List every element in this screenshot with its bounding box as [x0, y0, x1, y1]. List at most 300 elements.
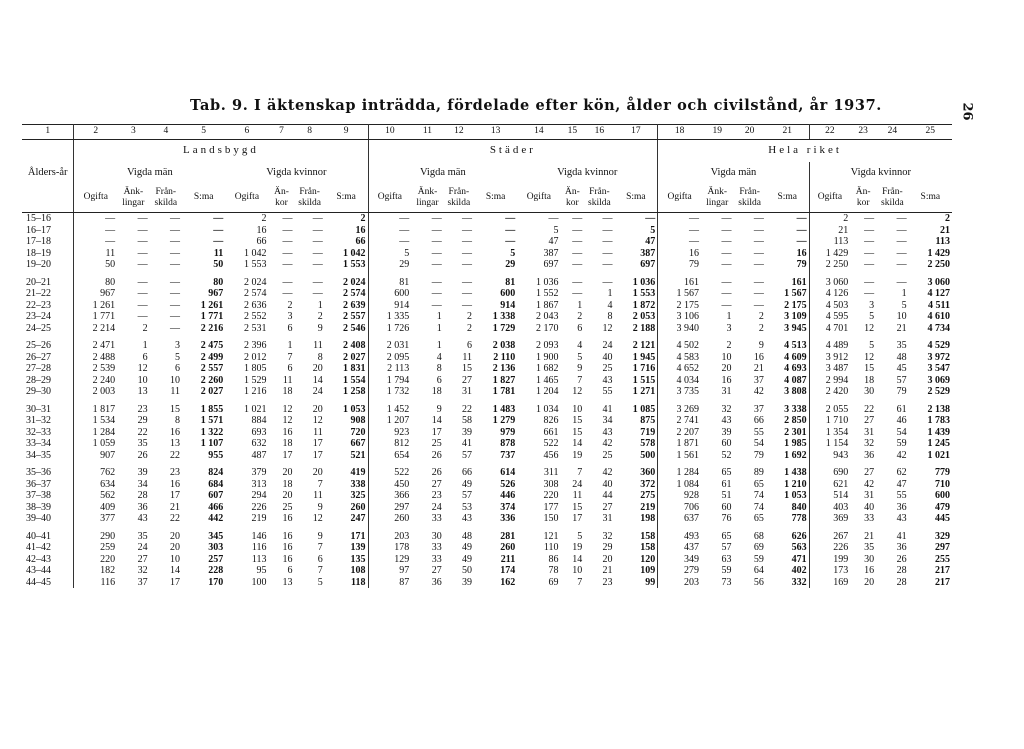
- colnum: 8: [294, 125, 324, 140]
- sum-cell: 710: [935, 478, 950, 490]
- value-cell: 27: [602, 501, 613, 513]
- sum-cell: 260: [500, 542, 516, 553]
- sum-cell: 878: [500, 438, 516, 449]
- franskilda-header: Från-skilda: [584, 184, 614, 213]
- value-cell: 42: [864, 478, 875, 490]
- value-cell: 27: [864, 415, 875, 426]
- sum-cell: 1 261: [200, 299, 224, 311]
- value-cell: 3: [726, 322, 732, 334]
- value-cell: 279: [684, 565, 699, 576]
- value-cell: 4 595: [825, 311, 849, 322]
- value-cell: 6: [287, 322, 293, 334]
- value-cell: 10: [170, 374, 181, 386]
- franskilda-header: Från-skilda: [876, 184, 908, 213]
- sum-cell: 2 110: [493, 351, 516, 363]
- value-cell: 34: [137, 478, 148, 490]
- value-cell: 19: [572, 449, 583, 461]
- sum-cell: 1 036: [615, 277, 658, 289]
- value-cell: 928: [684, 490, 699, 501]
- sum-cell: 442: [208, 513, 224, 524]
- value-cell: —: [572, 224, 583, 236]
- value-cell: 12: [602, 322, 613, 334]
- table-row: [22, 450, 952, 462]
- franskilda-header: Från-skilda: [733, 184, 765, 213]
- value-cell: 17: [312, 449, 323, 461]
- value-cell: 8: [436, 363, 442, 374]
- status-header-row: [22, 184, 952, 213]
- value-cell: 2 055: [825, 403, 849, 415]
- value-cell: 366: [394, 490, 410, 501]
- table-row: [22, 225, 952, 237]
- value-cell: 23: [137, 403, 148, 415]
- value-cell: —: [431, 299, 442, 311]
- value-cell: 562: [100, 490, 116, 501]
- sum-cell: 1 553: [325, 259, 368, 271]
- sum-cell: —: [766, 213, 809, 225]
- value-cell: 2 031: [386, 340, 410, 351]
- age-cell: 31–32: [22, 415, 74, 427]
- value-cell: 37: [753, 374, 764, 386]
- value-cell: 69: [548, 576, 559, 588]
- sum-cell: 521: [325, 450, 368, 462]
- sum-cell: —: [213, 213, 224, 224]
- age-cell: 29–30: [22, 386, 74, 398]
- value-cell: 15: [170, 403, 181, 415]
- sum-cell: 979: [500, 426, 516, 438]
- value-cell: 161: [684, 276, 699, 288]
- value-cell: 31: [721, 386, 732, 397]
- value-cell: 2: [758, 322, 764, 334]
- value-cell: 43: [721, 415, 732, 426]
- value-cell: 2: [758, 311, 764, 322]
- value-cell: 1: [436, 340, 442, 351]
- value-cell: 173: [833, 565, 849, 576]
- value-cell: 5: [317, 576, 323, 588]
- value-cell: 49: [461, 478, 472, 490]
- sum-cell: 914: [500, 299, 516, 311]
- sum-cell: 1 872: [615, 300, 658, 312]
- colnum: 18: [658, 125, 701, 140]
- value-cell: 2 636: [244, 299, 267, 311]
- value-cell: 522: [543, 438, 559, 449]
- sum-cell: 29: [505, 259, 516, 270]
- value-cell: 48: [896, 351, 907, 363]
- value-cell: 16: [689, 247, 699, 259]
- value-cell: 10: [721, 351, 732, 363]
- value-cell: 203: [684, 576, 699, 588]
- table-row: [22, 248, 952, 260]
- value-cell: —: [312, 224, 323, 236]
- age-cell: 23–24: [22, 311, 74, 323]
- value-cell: —: [461, 236, 472, 247]
- value-cell: 17: [170, 490, 181, 501]
- value-cell: —: [282, 213, 293, 224]
- colnum: 5: [182, 125, 225, 140]
- value-cell: 220: [100, 553, 116, 565]
- value-cell: 621: [833, 478, 849, 490]
- value-cell: 65: [753, 513, 764, 524]
- value-cell: 35: [864, 542, 875, 553]
- sum-cell: 174: [500, 565, 516, 576]
- value-cell: 28: [896, 565, 907, 576]
- value-cell: 20: [864, 576, 875, 588]
- sum-cell: 875: [615, 415, 658, 427]
- value-cell: 43: [602, 426, 613, 438]
- value-cell: 20: [282, 467, 293, 478]
- value-cell: 27: [431, 565, 442, 576]
- value-cell: 1 561: [676, 449, 699, 461]
- value-cell: —: [896, 276, 907, 288]
- value-cell: 2 207: [676, 426, 699, 438]
- sum-cell: 1 245: [927, 438, 950, 449]
- value-cell: 487: [251, 449, 267, 461]
- value-cell: 8: [175, 415, 181, 426]
- value-cell: 403: [833, 501, 849, 513]
- value-cell: 1 552: [535, 288, 559, 299]
- value-cell: 31: [461, 386, 472, 397]
- value-cell: 1 284: [92, 426, 116, 438]
- value-cell: 2 175: [676, 299, 699, 311]
- value-cell: 31: [864, 426, 875, 438]
- value-cell: 6: [287, 363, 293, 374]
- value-cell: 41: [896, 530, 907, 542]
- value-cell: 50: [461, 565, 472, 576]
- value-cell: 5: [577, 351, 583, 363]
- value-cell: —: [689, 224, 699, 236]
- sum-cell: 2 121: [615, 340, 658, 352]
- value-cell: —: [170, 276, 181, 288]
- value-cell: 129: [394, 553, 410, 565]
- value-cell: 59: [896, 438, 907, 449]
- value-cell: —: [282, 247, 293, 259]
- value-cell: 226: [833, 542, 849, 553]
- value-cell: 15: [572, 426, 583, 438]
- value-cell: 12: [137, 363, 148, 374]
- value-cell: 5: [869, 340, 875, 351]
- sum-cell: 2 557: [325, 311, 368, 323]
- value-cell: 22: [170, 449, 181, 461]
- value-cell: 2: [843, 213, 849, 224]
- value-cell: —: [572, 276, 583, 288]
- value-cell: 4: [577, 340, 583, 351]
- age-cell: 32–33: [22, 427, 74, 439]
- sum-cell: 332: [766, 577, 809, 589]
- value-cell: 10: [170, 553, 181, 565]
- sum-cell: 1 771: [200, 311, 224, 322]
- value-cell: 220: [543, 490, 559, 501]
- value-cell: 17: [572, 513, 583, 524]
- age-cell: 30–31: [22, 404, 74, 416]
- value-cell: 35: [137, 530, 148, 542]
- value-cell: 1 452: [386, 403, 410, 415]
- ogifta-header: Ogifta: [517, 184, 560, 213]
- colnum: 9: [325, 125, 368, 140]
- value-cell: 36: [896, 501, 907, 513]
- value-cell: 23: [431, 490, 442, 501]
- age-cell: 35–36: [22, 467, 74, 479]
- value-cell: 16: [864, 565, 875, 576]
- value-cell: —: [753, 247, 764, 259]
- value-cell: —: [431, 247, 442, 259]
- value-cell: 12: [572, 386, 583, 397]
- value-cell: 16: [282, 542, 293, 553]
- value-cell: 97: [399, 565, 410, 576]
- value-cell: 4 034: [676, 374, 699, 386]
- value-cell: 522: [394, 467, 410, 478]
- value-cell: 387: [543, 247, 559, 259]
- value-cell: —: [602, 213, 613, 224]
- value-cell: 113: [833, 236, 849, 247]
- value-cell: 1 867: [535, 299, 559, 311]
- table-row: [22, 375, 952, 387]
- value-cell: 14: [170, 565, 181, 576]
- sum-cell: 50: [213, 259, 224, 270]
- ankor-header: Än-kor: [269, 184, 295, 213]
- value-cell: 73: [721, 576, 732, 588]
- value-cell: 7: [287, 351, 293, 363]
- value-cell: —: [548, 213, 559, 224]
- value-cell: 11: [105, 247, 116, 259]
- value-cell: 349: [684, 553, 699, 565]
- sum-cell: 526: [500, 478, 516, 490]
- value-cell: 706: [684, 501, 699, 513]
- sum-cell: 387: [615, 248, 658, 260]
- value-cell: —: [864, 224, 875, 236]
- sum-cell: 120: [615, 554, 658, 566]
- value-cell: 11: [282, 374, 293, 386]
- value-cell: —: [753, 236, 764, 247]
- sum-cell: 2 027: [200, 386, 224, 397]
- sum-cell: 1 483: [492, 403, 516, 415]
- colnum: 15: [560, 125, 584, 140]
- value-cell: 47: [548, 236, 559, 247]
- value-cell: —: [312, 213, 323, 224]
- value-cell: 40: [602, 478, 613, 490]
- age-subheader: [22, 184, 74, 213]
- value-cell: 16: [170, 478, 181, 490]
- sum-cell: 2 557: [200, 363, 224, 374]
- value-cell: —: [753, 213, 764, 224]
- sum-cell: 1 279: [492, 415, 516, 426]
- value-cell: 50: [105, 259, 116, 270]
- value-cell: 61: [721, 478, 732, 490]
- sum-cell: 372: [615, 479, 658, 491]
- value-cell: 14: [431, 415, 442, 426]
- value-cell: 56: [753, 576, 764, 588]
- value-cell: 203: [394, 530, 410, 542]
- value-cell: 1 284: [676, 467, 699, 478]
- vigda-kvinnor-header: Vigda kvinnor: [225, 162, 368, 184]
- value-cell: 2 250: [825, 259, 849, 270]
- colnum: 3: [117, 125, 149, 140]
- value-cell: 20: [282, 490, 293, 501]
- value-cell: 16: [256, 224, 267, 236]
- value-cell: 9: [317, 530, 323, 542]
- value-cell: —: [572, 213, 583, 224]
- sum-cell: 4 609: [766, 352, 809, 364]
- value-cell: 121: [543, 530, 559, 542]
- value-cell: 33: [431, 553, 442, 565]
- table-row: [22, 490, 952, 502]
- value-cell: 42: [896, 449, 907, 461]
- ogifta-header: Ogifta: [368, 184, 411, 213]
- value-cell: 1: [577, 299, 583, 311]
- sum-cell: 3 069: [927, 374, 950, 386]
- sum-cell: 2 499: [200, 351, 224, 363]
- value-cell: —: [721, 236, 732, 247]
- table-row: [22, 386, 952, 398]
- sum-cell: 2 250: [927, 259, 950, 270]
- anklingar-header: Änk-lingar: [117, 184, 149, 213]
- value-cell: 45: [896, 363, 907, 374]
- vigda-man-header: Vigda män: [126, 167, 173, 179]
- value-cell: 74: [753, 490, 764, 501]
- value-cell: 450: [394, 478, 410, 490]
- value-cell: 20: [312, 363, 323, 374]
- value-cell: 178: [394, 542, 410, 553]
- sum-cell: 719: [615, 427, 658, 439]
- sum-cell: 4 734: [927, 322, 950, 334]
- value-cell: 74: [753, 501, 764, 513]
- age-cell: 26–27: [22, 352, 74, 364]
- sum-cell: —: [505, 236, 516, 247]
- value-cell: 2 214: [92, 322, 116, 334]
- value-cell: —: [312, 236, 323, 247]
- value-cell: —: [105, 236, 116, 247]
- sum-cell: 4 511: [928, 299, 950, 311]
- value-cell: 409: [100, 501, 116, 513]
- value-cell: —: [602, 236, 613, 247]
- sum-cell: 2 639: [325, 300, 368, 312]
- value-cell: 78: [548, 565, 559, 576]
- value-cell: —: [896, 213, 907, 224]
- sum-cell: 607: [208, 490, 224, 501]
- value-cell: —: [170, 259, 181, 270]
- sum-cell: 1 429: [927, 247, 950, 259]
- value-cell: 51: [721, 490, 732, 501]
- anklingar-header: Änk-lingar: [701, 184, 733, 213]
- sum-cell: 170: [208, 576, 224, 588]
- value-cell: 15: [864, 363, 875, 374]
- vigda-kvinnor-header: Vigda kvinnor: [850, 167, 911, 179]
- value-cell: 4: [607, 299, 613, 311]
- sum-cell: 445: [935, 513, 950, 524]
- value-cell: 1 042: [244, 247, 267, 259]
- colnum: 16: [584, 125, 614, 140]
- sum-cell: 158: [615, 542, 658, 554]
- sum-cell: 99: [615, 577, 658, 589]
- sum-cell: 1 729: [492, 322, 516, 334]
- value-cell: 2: [466, 311, 472, 322]
- value-cell: —: [282, 276, 293, 288]
- value-cell: 17: [170, 576, 181, 588]
- value-cell: 116: [251, 542, 267, 553]
- value-cell: —: [399, 213, 410, 224]
- value-cell: 29: [399, 259, 410, 270]
- sum-cell: 840: [766, 502, 809, 514]
- value-cell: 1 771: [92, 311, 116, 322]
- value-cell: 21: [864, 530, 875, 542]
- value-cell: 57: [721, 542, 732, 553]
- age-cell: 25–26: [22, 340, 74, 352]
- value-cell: 2 012: [244, 351, 267, 363]
- sum-cell: 1 831: [325, 363, 368, 375]
- value-cell: 57: [461, 449, 472, 461]
- value-cell: —: [137, 224, 148, 236]
- value-cell: 25: [282, 501, 293, 513]
- value-cell: 1 335: [386, 311, 410, 322]
- value-cell: —: [137, 236, 148, 247]
- value-cell: 1 682: [535, 363, 559, 374]
- value-cell: 41: [461, 438, 472, 449]
- summa-header: S:ma: [182, 184, 225, 213]
- value-cell: —: [105, 213, 116, 224]
- value-cell: 2 531: [244, 322, 267, 334]
- sum-cell: 779: [935, 467, 950, 478]
- value-cell: 27: [431, 478, 442, 490]
- value-cell: 24: [602, 340, 613, 351]
- sum-cell: 2 216: [200, 322, 224, 334]
- value-cell: —: [431, 276, 442, 288]
- value-cell: 3 106: [676, 311, 699, 322]
- value-cell: 6: [466, 340, 472, 351]
- value-cell: 12: [312, 513, 323, 524]
- value-cell: —: [170, 213, 181, 224]
- value-cell: 146: [251, 530, 267, 542]
- sum-cell: 161: [766, 277, 809, 289]
- sum-cell: 135: [325, 554, 368, 566]
- colnum: 19: [701, 125, 733, 140]
- value-cell: 2 024: [244, 276, 267, 288]
- value-cell: —: [137, 311, 148, 322]
- ogifta-header: Ogifta: [658, 184, 701, 213]
- value-cell: —: [721, 247, 732, 259]
- value-cell: —: [753, 288, 764, 299]
- sum-cell: 217: [935, 576, 950, 588]
- sum-cell: 626: [766, 531, 809, 543]
- value-cell: 76: [721, 513, 732, 524]
- value-cell: —: [431, 236, 442, 247]
- sum-cell: 4 610: [927, 311, 950, 322]
- marriage-table: [22, 124, 952, 588]
- value-cell: 1 429: [825, 247, 849, 259]
- value-cell: 4 583: [676, 351, 699, 363]
- value-cell: 32: [137, 565, 148, 576]
- sum-cell: 2: [945, 213, 950, 224]
- colnum: 25: [909, 125, 952, 140]
- value-cell: 33: [431, 542, 442, 553]
- age-cell: 33–34: [22, 438, 74, 450]
- value-cell: 6: [317, 553, 323, 565]
- sum-cell: 2 138: [927, 403, 950, 415]
- value-cell: 199: [833, 553, 849, 565]
- value-cell: 15: [572, 501, 583, 513]
- table-row: [22, 513, 952, 525]
- value-cell: 2 741: [676, 415, 699, 426]
- sum-cell: 198: [615, 513, 658, 525]
- sum-cell: 1 783: [927, 415, 950, 426]
- value-cell: 20: [602, 553, 613, 565]
- sum-cell: 329: [935, 530, 950, 542]
- age-cell: 19–20: [22, 259, 74, 271]
- sum-cell: 1 322: [200, 426, 224, 438]
- value-cell: —: [170, 247, 181, 259]
- sum-cell: 402: [766, 565, 809, 577]
- value-cell: 654: [394, 449, 410, 461]
- table-row: [22, 542, 952, 554]
- ogifta-header: Ogifta: [225, 184, 268, 213]
- sum-cell: 697: [615, 259, 658, 271]
